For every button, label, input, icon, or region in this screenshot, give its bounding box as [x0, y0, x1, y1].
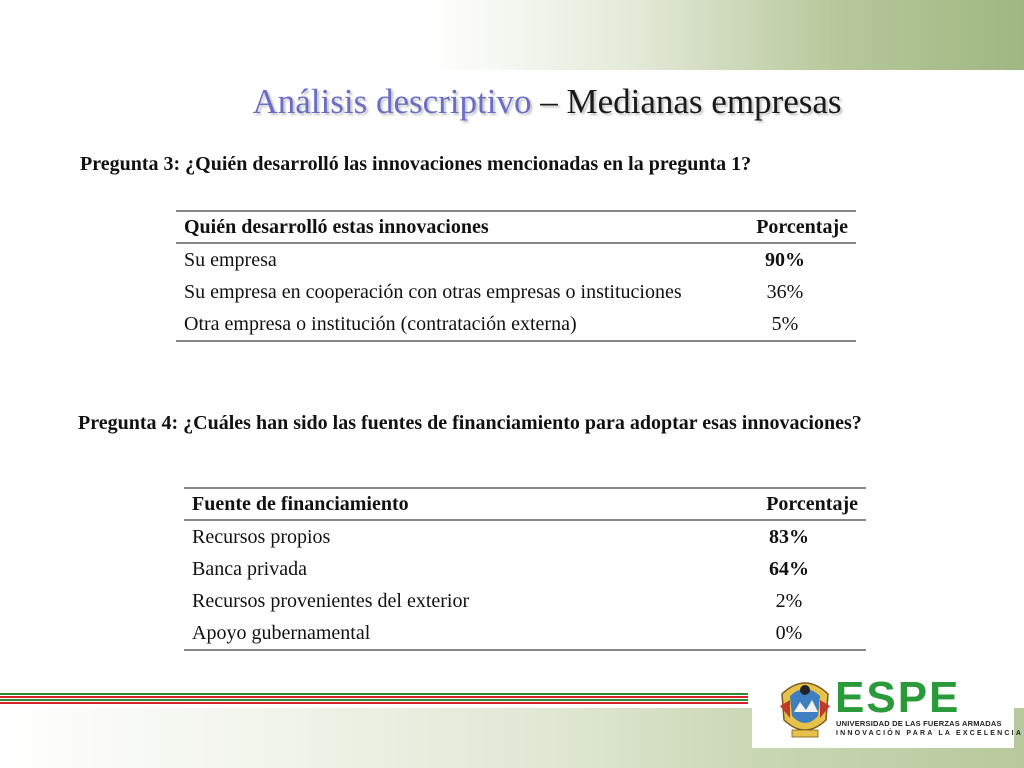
column-header-who: Quién desarrolló estas innovaciones [176, 211, 706, 243]
innovation-developer-table [176, 210, 856, 342]
footer-stripes [0, 693, 748, 707]
university-crest-icon [776, 676, 834, 744]
question-4: Pregunta 4: ¿Cuáles han sido las fuentes de financiamiento para adoptar esas innovaciones? [78, 412, 862, 434]
brand-tagline: INNOVACIÓN PARA LA EXCELENCIA [836, 730, 1024, 737]
header-gradient-band [0, 0, 1024, 70]
slide-title-accent: Análisis descriptivo [252, 82, 532, 121]
table-row [184, 553, 866, 585]
row-value: 64% [769, 558, 809, 580]
row-label: Otra empresa o institución (contratación externa) [176, 308, 706, 341]
row-label: Su empresa en cooperación con otras empresas o instituciones [184, 281, 682, 303]
question-3: Pregunta 3: ¿Quién desarrolló las innovaciones mencionadas en la pregunta 1? [80, 153, 752, 175]
table-header-row [176, 211, 856, 243]
slide-title-rest: – Medianas empresas [531, 82, 842, 121]
row-value: 5% [706, 308, 856, 341]
espe-logo [752, 672, 1024, 748]
table-row [184, 520, 866, 553]
table-row [184, 617, 866, 650]
row-value: 90% [765, 249, 805, 271]
financing-source-table [184, 487, 866, 651]
row-value: 2% [775, 590, 803, 612]
row-label: Banca privada [192, 558, 307, 580]
row-label: Recursos provenientes del exterior [192, 590, 470, 612]
column-header-percentage: Porcentaje [706, 211, 856, 243]
column-header-percentage: Porcentaje [704, 488, 866, 520]
row-value: 36% [766, 281, 804, 303]
column-header-source: Fuente de financiamiento [184, 488, 704, 520]
slide-title [0, 82, 1024, 122]
table-row [176, 243, 856, 276]
table-row [176, 276, 856, 308]
row-label: Recursos propios [192, 526, 331, 548]
row-value: 0% [704, 617, 866, 650]
table-row [184, 585, 866, 617]
brand-name: ESPE [835, 673, 961, 722]
row-value: 83% [769, 526, 809, 548]
row-label: Su empresa [184, 249, 277, 271]
brand-subtitle: UNIVERSIDAD DE LAS FUERZAS ARMADAS [836, 719, 1002, 728]
row-label: Apoyo gubernamental [184, 617, 704, 650]
table-header-row [184, 488, 866, 520]
table-row [176, 308, 856, 341]
